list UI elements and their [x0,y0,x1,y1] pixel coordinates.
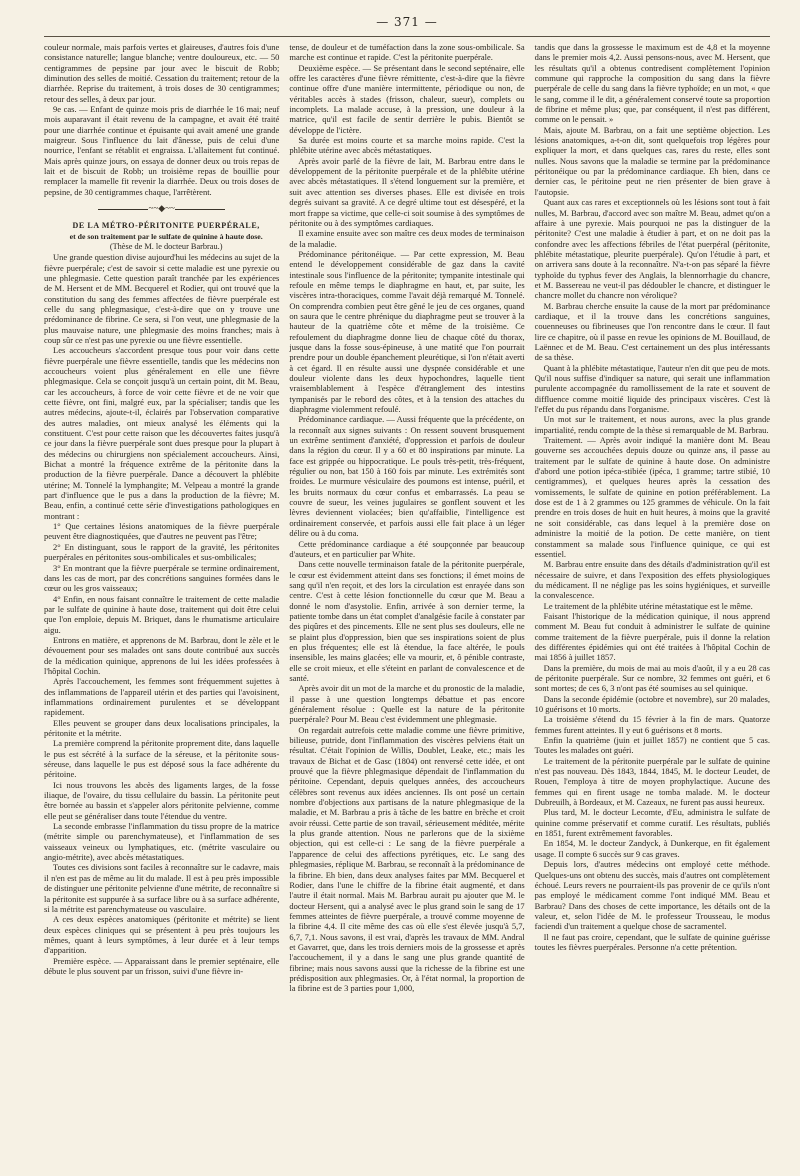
paragraph: On regardait autrefois cette maladie comme une fièvre primitive, bilieuse, putride, dont l'inflammation des viscères pelviens était un résultat. C'était l'opinion de Willis, Doublet, Leake, etc.; mais les travaux de Bichat et de Gasc (1804) ont renversé cette idée, et ont prouvé que la fièvre phlegmasique dépendait de l'inflammation du péritoine. Cependant, depuis quelques années, des accoucheurs célèbres sont revenus aux idées anciennes. Ils ont posé un certain nombre d'objections aux partisans de la nature phlegmasique de la maladie, et M. Barbrau a pris à tâche de les battre en brèche et croit avoir réussi. Cette partie de son travail, sérieusement méditée, mérite la plus grande attention. Nous ne parlerons que de la sixième objection, qui est celle-ci : Le sang de la fièvre puerpérale a l'apparence de celui des affections pyrétiques, etc. Le sang des phlegmasies, réplique M. Barbrau, se reconnaît à la prédominance de la fibrine. Eh bien, dans deux analyses faites par MM. Becquerel et Rodier, dans l'une le chiffre de la fibrine était augmenté, et dans l'autre il était normal. Mais M. Barbrau aurait pu ajouter que M. le docteur Hersent, qui a analysé avec le plus grand soin le sang de 17 femmes atteintes de fièvre puerpérale, a trouvé comme moyenne de la fibrine 4,4. Il cite même des cas où elle s'est élevée jusqu'à 5,7, 6,7, 7,1. Nous savons, il est vrai, d'après les travaux de MM. Andral et Gavarret, que, dans les trois derniers mois de la grossesse et après l'accouchement, il y a dans le sang une plus grande quantité de fibrine; mais nous savons aussi que la richesse de la fibrine est une prédisposition aux phlegmasies. Or, à l'état normal, la proportion de la fibrine est de 3 parties pour 1,000, [289,724,525,994]
list-item: 2° En distinguant, sous le rapport de la gravité, les péritonites puerpérales en péritonites sous-ombilicales et sus-ombilicales; [44,541,280,563]
paragraph: Enfin la quatrième (juin et juillet 1857) ne contient que 5 cas. Toutes les malades ont guéri. [534,735,770,756]
paragraph: Traitement. — Après avoir indiqué la manière dont M. Beau gouverne ses accouchées depuis douze ou quinze ans, il passe au traitement par le sulfate de quinine à haute dose. On administre d'abord une potion ipéca-stibiée (ipéca, 1 gramme; tartre stibié, 10 centigrammes), et quelques heures après la cessation des vomissements, le sulfate de quinine en potion préférablement. La dose est de 1 à 2 grammes ou 125 grammes de véhicule. On la fait prendre en trois doses de huit en huit heures, à moins que la gravité ne soit considérable, cas dans lequel à la première dose on administre la moitié de la potion. De cette manière, on tient constamment sa malade sous l'influence quinique, ce qui est essentiel. [534,435,770,559]
paragraph: Après avoir parlé de la fièvre de lait, M. Barbrau entre dans le développement de la péritonite puerpérale et de la phlébite utérine avec abcès métastatiques. Il s'étend longuement sur la première, et suit avec attention ses diverses phases. Elle est divisée en trois degrés suivant sa gravité. A ce degré ultime tout est désespéré, et la mort frappe sa victime, que celle-ci soit soumise à des symptômes de péritonite ou à des symptômes cardiaques. [289,155,525,228]
text-columns [44,42,770,994]
list-item: 4° Enfin, en nous faisant connaître le traitement de cette maladie par le sulfate de quinine à haute dose, traitement qui doit être celui que l'on emploie, depuis M. Briquet, dans le rhumatisme articulaire aigu. [44,593,280,635]
paragraph: Faisant l'historique de la médication quinique, il nous apprend comment M. Beau fut conduit à administrer le sulfate de quinine comme traitement de la fièvre puerpérale, puis il donne la relation des différentes épidémies qui ont été traitées à l'hôpital Cochin de mai 1856 à juillet 1857. [534,610,770,663]
paragraph: Quant à la phlébite métastatique, l'auteur n'en dit que peu de mots. Qu'il nous suffise d'indiquer sa nature, qui serait une inflammation purulente accompagnée du ramollissement de la rate et souvent de diffluence comme moitié liquide des principaux viscères. C'est là l'effet du pus répandu dans l'organisme. [534,362,770,415]
journal-page [44,14,770,1164]
paragraph: Elles peuvent se grouper dans deux localisations principales, la péritonite et la métrite. [44,717,280,738]
section-divider-ornament: ~~◆~~ [44,204,279,213]
column-left [44,42,279,994]
paragraph: La seconde embrasse l'inflammation du tissu propre de la matrice (métrite simple ou parenchymateuse), et l'inflammation de ses vaisseaux veineux ou lymphatiques, etc. (métrite vasculaire ou angio-métrite), avec abcès métastatiques. [44,821,280,863]
paragraph: M. Barbrau entre ensuite dans des détails d'administration qu'il est nécessaire de suivre, et dans l'exposition des effets physiologiques du médicament. Il ne néglige pas les soins hygiéniques, et surveille la convalescence. [534,559,770,601]
paragraph: tandis que dans la grossesse le maximum est de 4,8 et la moyenne dans le premier mois 4,2. Aussi pensons-nous, avec M. Hersent, que les résultats qu'il a obtenus contredisent complètement l'opinion commune qui rapproche la composition du sang dans la fièvre puerpérale de celle du sang dans la fièvre typhoïde; en un mot, « que le sang, comme il le dit, a généralement conservé toute sa proportion de fibrine et même plus; que, par conséquent, il n'est pas différent, comme on le pensait. » [534,42,770,125]
paragraph: M. Barbrau cherche ensuite la cause de la mort par prédominance cardiaque, et il la trouve dans les concrétions sanguines, couenneuses ou fibrineuses que l'on rencontre dans le cœur. Il faut lire ce chapitre, où il passe en revue les opinions de M. Bouillaud, de Laënnec et de M. Beau. C'est certainement un des plus intéressants de sa thèse. [534,300,770,363]
paragraph: Plus tard, M. le docteur Lecomte, d'Eu, administra le sulfate de quinine comme préservatif et comme curatif. Les résultats, publiés en 1851, furent extrêmement favorables. [534,807,770,839]
paragraph: Mais, ajoute M. Barbrau, on a fait une septième objection. Les lésions anatomiques, a-t-on dit, sont quelquefois trop légères pour expliquer la mort, et dans quelques cas, rares du reste, elles sont nulles. Nous savons que la maladie se termine par la prédominance péritonéique ou par la prédominance cardiaque. Eh bien, dans ce dernier cas, le péritoine peut ne rien présenter de bien grave à l'autopsie. [534,124,770,197]
paragraph: Les accoucheurs s'accordent presque tous pour voir dans cette fièvre puerpérale une fièvre essentielle, tandis que les médecins non accoucheurs voient plus généralement en elle une fièvre phlegmasique. Cela se conçoit jusqu'à un certain point, dit M. Beau, car les accoucheurs, à force de voir cette fièvre et de ne voir que cette fièvre, ont fini, malgré eux, par la spécialiser; tandis que les autres médecins, ajoute-t-il, éclairés par l'observation comparative des autres maladies, ont mieux analysé les éléments qui la constituent. C'est pour cette raison que les découvertes faites jusqu'à ce jour dans la fièvre puerpérale sont dues presque pour la plupart à des médecins ou chirurgiens non spécialement accoucheurs. Ainsi, Bichat a montré la fréquence extrême de la péritonite dans la production de la fièvre puerpérale. Dance a découvert la phlébite utérine; M. Tonnelé la lymphangite; M. Velpeau a montré la grande part d'influence que le pus a dans la production de la fièvre; M. Beau, enfin, a continué cette série d'investigations pathologiques en montrant : [44,345,280,521]
paragraph: Toutes ces divisions sont faciles à reconnaître sur le cadavre, mais il n'en est pas de même au lit du malade. Il est à peu près impossible de distinguer une péritonite pelvienne d'une métrite, de reconnaître si la péritonite est suppurée à sa surface libre ou à sa surface adhérente, si la métrite est parenchymateuse ou vasculaire. [44,862,280,914]
paragraph: Il examine ensuite avec son maître ces deux modes de terminaison de la maladie. [289,228,525,249]
paragraph: Ici nous trouvons les abcès des ligaments larges, de la fosse iliaque, de l'ovaire, du tissu cellulaire du bassin. La péritonite peut être bornée au bassin et s'appeler alors péritonite pelvienne, comme elle peut se généraliser dans toute l'étendue du ventre. [44,779,280,821]
paragraph: Il ne faut pas croire, cependant, que le sulfate de quinine guérisse toutes les fièvres puerpérales. Personne n'a cette prétention. [534,931,770,952]
paragraph: Prédominance péritonéique. — Par cette expression, M. Beau entend le développement considérable de gaz dans la cavité intestinale sous l'influence de la péritonite; tympanite intestinale qui refoule en même temps le diaphragme en haut, et, par suite, les viscères intra-thoraciques, comme l'avait déjà remarqué M. Tonnelé. On comprendra combien peut être gêné le jeu de ces organes, quand on saura que le centre phrénique du diaphragme peut se trouver à la hauteur de la quatrième côte et même de la troisième. Ce refoulement du diaphragme donne lieu de chaque côté du thorax, jusque dans la fosse sous-épineuse, à une matité que l'on pourrait prendre pour un double épanchement pleurétique, si l'on n'était averti à cet égard. Il en résulte aussi une dyspnée considérable et une douleur violente dans les deux hypochondres, laquelle tient vraisemblablement à l'espèce d'étranglement des intestins tympanisés par le rebord des côtes, et à la tension des attaches du diaphragme violemment refoulé. [289,248,525,415]
list-item: 1° Que certaines lésions anatomiques de la fièvre puerpérale peuvent être diagnostiquées, que d'autres ne peuvent pas l'être; [44,521,280,542]
article-title: DE LA MÉTRO-PÉRITONITE PUERPÉRALE, [72,221,260,231]
paragraph: Dans la première, du mois de mai au mois d'août, il y a eu 28 cas de péritonite puerpérale. Sur ce nombre, 32 femmes ont guéri, et 6 sont mortes; de ces 6, 3 n'ont pas été soumises au sel quinique. [534,662,770,694]
paragraph: Cette prédominance cardiaque a été soupçonnée par beaucoup d'auteurs, et en particulier par White. [289,538,525,559]
case-9-text: 9e cas. — Enfant de quinze mois pris de diarrhée le 16 mai; neuf mois auparavant il était revenu de la campagne, et avait été traité pour une diarrhée continue et épuisante qui avait amené une grande maigreur. Sous l'influence du lait d'ânesse, puis de celui d'une nourrice, l'enfant se rétablit et engraissa. L'allaitement fut continué. Mais après quinze jours, on essaya de donner deux ou trois repas de lait et de biscuit de Robb; un troisième repas de bouillie pour remplacer la mamelle fit revenir la diarrhée. Deux ou trois doses de pepsine, de 30 centigrammes chaque, l'arrêtèrent. [44,104,280,197]
column-middle [289,42,524,994]
column-right [535,42,770,994]
paragraph: Première espèce. — Apparaissant dans le premier septénaire, elle débute le plus souvent par un frisson, suivi d'une fièvre in- [44,955,280,976]
header-rule [44,36,770,37]
page-number: — 371 — [376,15,438,29]
paragraph: Après l'accouchement, les femmes sont fréquemment sujettes à des inflammations de l'appareil utérin et des parties qui l'avoisinent, inflammations ordinairement purulentes et se développant rapidement. [44,676,280,718]
paragraph: Dans cette nouvelle terminaison fatale de la péritonite puerpérale, le cœur est évidemment atteint dans ses fonctions; il émet moins de sang qu'il n'en reçoit, et des lors la circulation est enrayée dans son centre. C'est à cette lésion fonctionnelle du cœur que M. Beau a donné le nom d'asystolie. Enfin, arrivée à son dernier terme, la patiente tombe dans un état complet d'analgésie facile à constater par des piqûres et des pincements. Elle ne sent plus ses douleurs, elle ne se plaint plus d'oppression, bien que ses inspirations soient de plus en plus fréquentes; elle est là étendue, la face altérée, le pouls insensible, les mains glacées; elle va mourir, et, ô pénible contraste, elle se croit mieux, et elle s'éteint en parlant de convalescence et de santé. [289,559,525,683]
paragraph: Après avoir dit un mot de la marche et du pronostic de la maladie, il passe à une question longtemps débattue et pas encore généralement résolue : Quelle est la nature de la péritonite puerpérale? Pour M. Beau c'est évidemment une phlegmasie. [289,683,525,725]
article-subtitle: et de son traitement par le sulfate de quinine à haute dose. [69,231,263,241]
paragraph: En 1854, M. le docteur Zandyck, à Dunkerque, en fit également usage. Il compte 6 succès sur 9 cas graves. [534,838,770,859]
paragraph: Dans la seconde épidémie (octobre et novembre), sur 20 malades, 10 guérisons et 10 morts. [534,693,770,714]
paragraph: Un mot sur le traitement, et nous aurons, avec la plus grande impartialité, rendu compte de la thèse si remarquable de M. Barbrau. [534,414,770,435]
paragraph: A ces deux espèces anatomiques (péritonite et métrite) se lient deux espèces cliniques qui se présentent à peu près toujours les mêmes, quant à leurs symptômes, à leur durée et à leur temps d'apparition. [44,914,280,956]
paragraph: Depuis lors, d'autres médecins ont employé cette méthode. Quelques-uns ont obtenu des succès, mais d'autres ont complètement échoué. Leurs revers ne pourraient-ils pas provenir de ce qu'ils n'ont pas employé le médicament comme l'ont indiqué MM. Beau et Barbrau? Dans des choses de cette importance, les détails ont de la valeur, et, selon l'idée de M. le professeur Trousseau, le modus faciendi d'un traitement a quelque chose de sacramentel. [534,859,770,932]
article-byline: (Thèse de M. le docteur Barbrau.) [109,241,223,251]
paragraph: Une grande question divise aujourd'hui les médecins au sujet de la fièvre puerpérale; c'est de savoir si cette maladie est une pyrexie ou une phlegmasie. Cette question paraît tranchée par les expériences de M. Hersent et de MM. Becquerel et Rodier, qui ont trouvé que la constitution du sang des femmes affectées de fièvre puerpérale est celle du sang phlegmasique, c'est-à-dire que on y trouve une prédominance de fibrine. Ce sera, si l'on veut, une phlegmasie de la plus mauvaise nature, une phlegmasie des moins franches; mais à coup sûr ce n'est pas une pyrexie ou une fièvre essentielle. [44,252,280,345]
paragraph: Le traitement de la péritonite puerpérale par le sulfate de quinine n'est pas nouveau. Dès 1843, 1844, 1845, M. le docteur Leudet, de Rouen, l'employa à titre de moyen prophylactique. Aucune des femmes qui en firent usage ne tomba malade. M. le docteur Dubreuilh, à Bordeaux, et M. Cazeaux, ne furent pas aussi heureux. [534,755,770,808]
case-text-continued: couleur normale, mais parfois vertes et glaireuses, d'autres fois d'une consistance naturelle; langue blanche; ventre douloureux, etc. — 50 centigrammes de pepsine par jour avec le biscuit de Robb; diminution des selles de moitié. Cessation du traitement; retour de la diarrhée. Reprise du traitement, à trois doses de 30 centigrammes; retour des selles, à deux par jour. [44,42,280,104]
paragraph: La troisième s'étend du 15 février à la fin de mars. Quatorze femmes furent atteintes. Il y eut 6 guérisons et 8 morts. [534,714,770,735]
paragraph: tense, de douleur et de tuméfaction dans la zone sous-ombilicale. Sa marche est continue et rapide. C'est la péritonite puerpérale. [289,42,525,63]
paragraph: Entrons en matière, et apprenons de M. Barbrau, dont le zèle et le dévouement pour ses malades ont sans doute contribué aux succès de la médication quinique, apprenons de lui les idées professées à l'hôpital Cochin. [44,634,280,676]
paragraph: Prédominance cardiaque. — Aussi fréquente que la précédente, on la reconnaît aux signes suivants : On ressent souvent brusquement un extrême sentiment d'anxiété, d'oppression et parfois de douleur dans la région du cœur. Il y a 60 et 80 inspirations par minute. La face est grippée ou hippocratique. Le pouls très-petit, très-fréquent, régulier ou non, bat 150 à 160 fois par minute. Les extrémités sont froides. Le murmure vésiculaire des poumons est intense, puéril, et les bruits normaux du cœur confus et embarrassés. La peau se couvre de sueur, les veines jugulaires se gonflent souvent et les lèvres deviennent violacées; bien qu'affaiblie, l'intelligence est ordinairement conservée, et parfois aussi elle fait place à un léger délire ou à du coma. [289,414,525,539]
paragraph: Deuxième espèce. — Se présentant dans le second septénaire, elle offre les caractères d'une fièvre rémittente, c'est-à-dire que la fièvre continue offre d'une manière intermittente, périodique ou non, de véritables accès à stades (frisson, chaleur, sueur), complets ou incomplets. La malade accuse, à la pression, une douleur à la matrice, qu'il est facile de sentir derrière le pubis. Bientôt se développe de l'ictère. [289,62,525,135]
paragraph: Sa durée est moins courte et sa marche moins rapide. C'est la phlébite utérine avec abcès métastatiques. [289,135,525,156]
list-item: 3° En montrant que la fièvre puerpérale se termine ordinairement, dans les cas de mort, par des concrétions sanguines formées dans le cœur ou les gros vaisseaux; [44,562,280,594]
paragraph: La première comprend la péritonite proprement dite, dans laquelle le pus est sécrété à la surface de la séreuse, et la péritonite sous-séreuse, dans laquelle le pus est déposé sous la face adhérente du péritoine. [44,738,280,780]
paragraph: Quant aux cas rares et exceptionnels où les lésions sont tout à fait nulles, M. Barbrau, d'accord avec son maître M. Beau, admet qu'on a affaire à une pyrexie. Mais pourquoi ne pas la distinguer de la péritonite? C'est une maladie à étudier à part, et on ne doit pas la confondre avec les affections fébriles de l'état puerpéral (péritonite, phlébite métastatique, pleurite puerpérale). Qu'on l'étudie à part, et on arrivera sans doute à la reconnaître. N'a-t-on pas séparé la fièvre typhoïde du typhus fever des Anglais, la blennorrhagie du chancre, et M. Bassereau ne veut-il pas dédoubler le chancre, et distinguer le chancre mollet du chancre non vérolique? [534,197,770,301]
paragraph: Le traitement de la phlébite utérine métastatique est le même. [543,600,753,611]
